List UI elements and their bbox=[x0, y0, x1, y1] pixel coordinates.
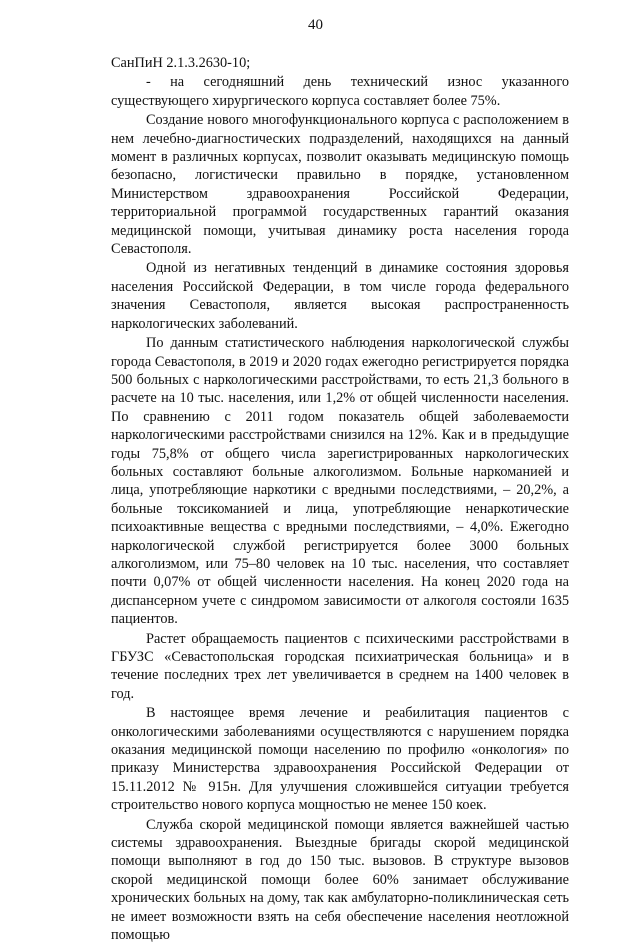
paragraph-new-building: Создание нового многофункционального корпуса с расположением в нем лечебно-диагностических подразделений, находящихся на данный момент в различных корпусах, позволит оказывать медицинскую помощь безопасно, логистически правильно в порядке, установленном Министерством здравоохранения Российской Федерации, территориальной программой государственных гарантий оказания медицинской помощи, учитывая динамику роста населения города Севастополя. bbox=[111, 112, 569, 258]
paragraph-psychiatric-patients: Растет обращаемость пациентов с психическими расстройствами в ГБУЗС «Севастопольская городская психиатрическая больница» и в течение последних трех лет увеличивается в среднем на 1400 человек в год. bbox=[111, 630, 569, 702]
paragraph-sanpin-reference: СанПиН 2.1.3.2630-10; bbox=[111, 55, 251, 71]
paragraph-oncology: В настоящее время лечение и реабилитация пациентов с онкологическими заболеваниями осуществляются с нарушением порядка оказания медицинской помощи населению по профилю «онкология» по приказу Министерства здравоохранения Российской Федерации от 15.11.2012 № 915н. Для улучшения сложившейся ситуации требуется строительство нового корпуса мощностью не менее 150 коек. bbox=[111, 705, 569, 814]
paragraph-narcology-statistics: По данным статистического наблюдения наркологической службы города Севастополя, в 2019 и 2020 годах ежегодно регистрируется порядка 500 больных с наркологическими расстройствами, то есть 21,3 больного в расчете на 10 тыс. населения, или 1,2% от общей численности населения. По сравнению с 2011 годом показатель общей заболеваемости наркологическими расстройствами снизился на 12%. Как и в предыдущие годы 75,8% от общего числа зарегистрированных наркологических больных составляют больные алкоголизмом. Больные наркоманией и лица, употребляющие наркотики с вредными последствиями, – 20,2%, а больные токсикоманией и лица, употребляющие ненаркотические психоактивные вещества с вредными последствиями, – 4,0%. Ежегодно наркологической службой регистрируется более 3000 больных алкоголизмом, или 75–80 человек на 10 тыс. населения, что составляет почти 0,07% от общей численности населения. На конец 2020 года на диспансерном учете с синдромом зависимости от алкоголя состояли 1635 пациентов. bbox=[111, 335, 569, 628]
paragraph-negative-trends: Одной из негативных тенденций в динамике состояния здоровья населения Российской Федерации, в том числе города федерального значения Севастополя, является высокая распространенность наркологических заболеваний. bbox=[111, 260, 569, 332]
paragraph-surgical-wear: - на сегодняшний день технический износ указанного существующего хирургического корпуса составляет более 75%. bbox=[111, 74, 569, 109]
page-number: 40 bbox=[308, 17, 323, 33]
document-body bbox=[111, 54, 569, 946]
paragraph-ambulance-service: Служба скорой медицинской помощи является важнейшей частью системы здравоохранения. Выездные бригады скорой медицинской помощи выполняют в год до 150 тыс. вызовов. В структуре вызовов скорой медицинской помощи более 60% занимает обслуживание хронических больных на дому, так как амбулаторно-поликлиническая сеть не имеет возможности взять на себя обеспечение населения неотложной помощью bbox=[111, 816, 569, 944]
